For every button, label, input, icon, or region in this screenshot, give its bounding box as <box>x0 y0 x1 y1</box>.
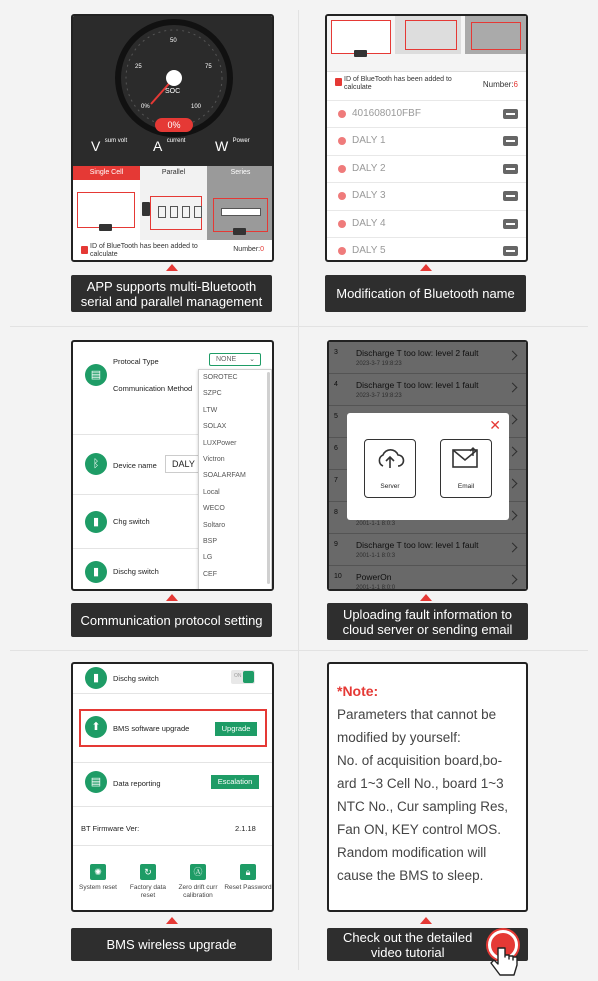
calibration-icon: Ⓐ <box>190 864 206 880</box>
battery-icon <box>233 228 246 235</box>
caption-protocol: Communication protocol setting <box>71 603 272 637</box>
status-dot-icon <box>338 110 346 118</box>
report-icon: ▤ <box>85 771 107 793</box>
gauge-tick: 75 <box>205 64 212 70</box>
gauge-label: SOC <box>165 88 181 95</box>
power-icon: W <box>215 138 229 154</box>
chevron-down-icon: ⌄ <box>249 356 255 363</box>
firmware-row: BT Firmware Ver: 2.1.18 <box>73 812 272 846</box>
cloud-upload-icon <box>375 446 405 470</box>
reset-password-button[interactable]: 🔒︎ Reset Password <box>223 864 273 892</box>
close-icon[interactable]: ✕ <box>489 417 501 433</box>
bluetooth-flag-icon <box>81 246 88 254</box>
rename-button[interactable] <box>503 191 518 201</box>
battery-icon <box>354 50 367 57</box>
pointer-triangle <box>166 264 178 271</box>
dropdown-option[interactable]: WECO <box>203 505 225 513</box>
gauge-panel <box>71 14 274 262</box>
upgrade-panel: ▮ Dischg switch ON ⬆ BMS software upgrade Upgrade ▤ Data reporting Escalation BT Firmware Ver: 2.1.18 ✺ System reset ↻ Factory data reset Ⓐ Zero drift curr calibration 🔒︎ Reset Password <box>71 662 274 912</box>
bluetooth-device-item[interactable]: DALY 3 <box>327 182 526 209</box>
caption-upload-fault: Uploading fault information to cloud server or sending email <box>327 603 528 640</box>
sum-volt-metric: V $^{sum volt}$ <box>91 138 128 154</box>
dropdown-option[interactable]: Victron <box>203 455 225 463</box>
note-panel <box>327 662 528 912</box>
pointer-triangle <box>420 594 432 601</box>
device-name-row: ᛒ Device name DALY <box>73 435 272 495</box>
rename-button[interactable] <box>503 109 518 119</box>
protocol-panel <box>71 340 274 591</box>
dropdown-option[interactable]: SOLAX <box>203 423 227 431</box>
power-metric: W $^{Power}$ <box>215 138 250 154</box>
battery-discharge-icon: ▮ <box>85 561 107 583</box>
rename-button[interactable] <box>503 219 518 229</box>
soc-gauge <box>73 16 274 166</box>
document-icon: ▤ <box>85 364 107 386</box>
status-dot-icon <box>338 165 346 173</box>
status-dot-icon <box>338 247 346 255</box>
dropdown-option[interactable]: CEF <box>203 570 217 578</box>
status-dot-icon <box>338 137 346 145</box>
bluetooth-device-item[interactable]: 401608010FBF <box>327 100 526 127</box>
dropdown-option[interactable]: SOROTEC <box>203 374 238 381</box>
bluetooth-device-item[interactable]: DALY 5 <box>327 237 526 262</box>
zero-drift-button[interactable]: Ⓐ Zero drift curr calibration <box>173 864 223 899</box>
dischg-switch-row: ▮ Dischg switch ON <box>73 664 272 694</box>
protocol-dropdown <box>198 369 272 591</box>
bluetooth-list-panel <box>325 14 528 262</box>
parallel-diagram <box>140 180 207 248</box>
protocol-select[interactable]: NONE ⌄ <box>209 353 261 366</box>
bluetooth-device-item[interactable]: DALY 1 <box>327 127 526 154</box>
current-icon: A <box>153 138 163 154</box>
chg-switch-row: ▮ Chg switch <box>73 495 272 549</box>
device-name-input[interactable]: DALY <box>165 455 205 473</box>
lock-icon: 🔒︎ <box>240 864 256 880</box>
volt-icon: V <box>91 138 101 154</box>
battery-charge-icon: ▮ <box>85 511 107 533</box>
dropdown-option[interactable]: Local <box>203 488 220 496</box>
battery-icon <box>142 202 150 216</box>
escalation-button[interactable]: Escalation <box>211 775 259 789</box>
bluetooth-device-item[interactable]: DALY 2 <box>327 155 526 182</box>
upload-modal <box>347 413 509 520</box>
gauge-tick: 25 <box>135 64 142 70</box>
series-diagram <box>207 180 274 248</box>
pointer-triangle <box>166 594 178 601</box>
battery-icon <box>99 224 112 231</box>
bluetooth-flag-icon <box>335 78 342 86</box>
refresh-icon: ↻ <box>140 864 156 880</box>
video-tutorial-link[interactable]: Check out the detailed video tutorial <box>327 928 528 961</box>
bluetooth-count: 0 <box>260 246 264 253</box>
note-text: *Note: Parameters that cannot be modified by yourself: No. of acquisition board,bo- ard 1~3 Cell No., board 1~3 NTC No., Cur sampling Res, Fan ON, KEY control MOS. Random modification will cause the BMS to sleep. <box>337 680 523 887</box>
server-button[interactable]: Server <box>364 439 416 498</box>
dropdown-option[interactable]: LUXPower <box>203 439 237 447</box>
battery-discharge-icon: ▮ <box>85 667 107 689</box>
soc-value-badge: 0% <box>155 118 193 132</box>
gauge-tick: 50 <box>170 38 177 44</box>
horizontal-divider <box>10 650 588 651</box>
pointer-triangle <box>420 264 432 271</box>
pointer-triangle <box>420 917 432 924</box>
email-icon <box>451 446 481 470</box>
rename-button[interactable] <box>503 136 518 146</box>
caption-wireless-upgrade: BMS wireless upgrade <box>71 928 272 961</box>
connection-mode-tabs <box>73 166 274 180</box>
dischg-switch-row: ▮ Dischg switch <box>73 549 272 591</box>
vertical-divider <box>298 10 299 970</box>
firmware-version: 2.1.18 <box>235 824 256 833</box>
connection-diagram <box>327 16 526 72</box>
dropdown-option[interactable]: BSP <box>203 537 218 545</box>
single-cell-diagram <box>73 180 140 248</box>
hand-pointer-icon <box>488 944 522 978</box>
upload-icon: ⬆ <box>85 716 107 738</box>
tab-parallel[interactable]: Parallel <box>140 166 207 180</box>
fault-panel <box>327 340 528 591</box>
pointer-triangle <box>166 917 178 924</box>
gauge-tick: 100 <box>191 104 202 110</box>
system-reset-button[interactable]: ✺ System reset <box>73 864 123 892</box>
dropdown-option[interactable]: SOALARFAM <box>203 472 246 480</box>
horizontal-divider <box>10 326 588 327</box>
bluetooth-device-item[interactable]: DALY 4 <box>327 210 526 237</box>
dropdown-option[interactable]: Soltaro <box>203 521 226 529</box>
bluetooth-icon: ᛒ <box>85 453 107 475</box>
status-dot-icon <box>338 220 346 228</box>
rename-button[interactable] <box>503 164 518 174</box>
data-reporting-row: ▤ Data reporting Escalation <box>73 762 272 807</box>
dischg-toggle[interactable]: ON <box>231 670 255 684</box>
caption-bluetooth-name: Modification of Bluetooth name <box>325 275 526 312</box>
rename-button[interactable] <box>503 246 518 256</box>
dropdown-option[interactable]: SZPC <box>203 390 222 398</box>
dropdown-scrollbar[interactable] <box>267 372 270 584</box>
tab-single-cell[interactable]: Single Cell <box>73 166 140 180</box>
dropdown-option[interactable]: LTW <box>203 406 218 414</box>
current-metric: A $^{current}$ <box>153 138 186 154</box>
status-dot-icon <box>338 192 346 200</box>
bluetooth-count: 6 <box>513 80 518 89</box>
reset-icon: ✺ <box>90 864 106 880</box>
dropdown-option[interactable]: LG <box>203 554 213 562</box>
tab-series[interactable]: Series <box>207 166 274 180</box>
note-title: *Note: <box>337 683 379 699</box>
upgrade-button[interactable]: Upgrade <box>215 722 257 736</box>
protocol-row: ▤ Protocal Type NONE ⌄ Communication Method <box>73 342 272 435</box>
bluetooth-count-row: ID of BlueTooth has been added to calculate Number:0 <box>73 240 272 262</box>
gauge-tick: 0% <box>141 104 150 110</box>
bluetooth-count-row: ID of BlueTooth has been added to calculate Number:6 <box>327 72 526 98</box>
factory-reset-button[interactable]: ↻ Factory data reset <box>123 864 173 899</box>
caption-multi-bluetooth: APP supports multi-Bluetooth serial and parallel management <box>71 275 272 312</box>
email-button[interactable]: Email <box>440 439 492 498</box>
